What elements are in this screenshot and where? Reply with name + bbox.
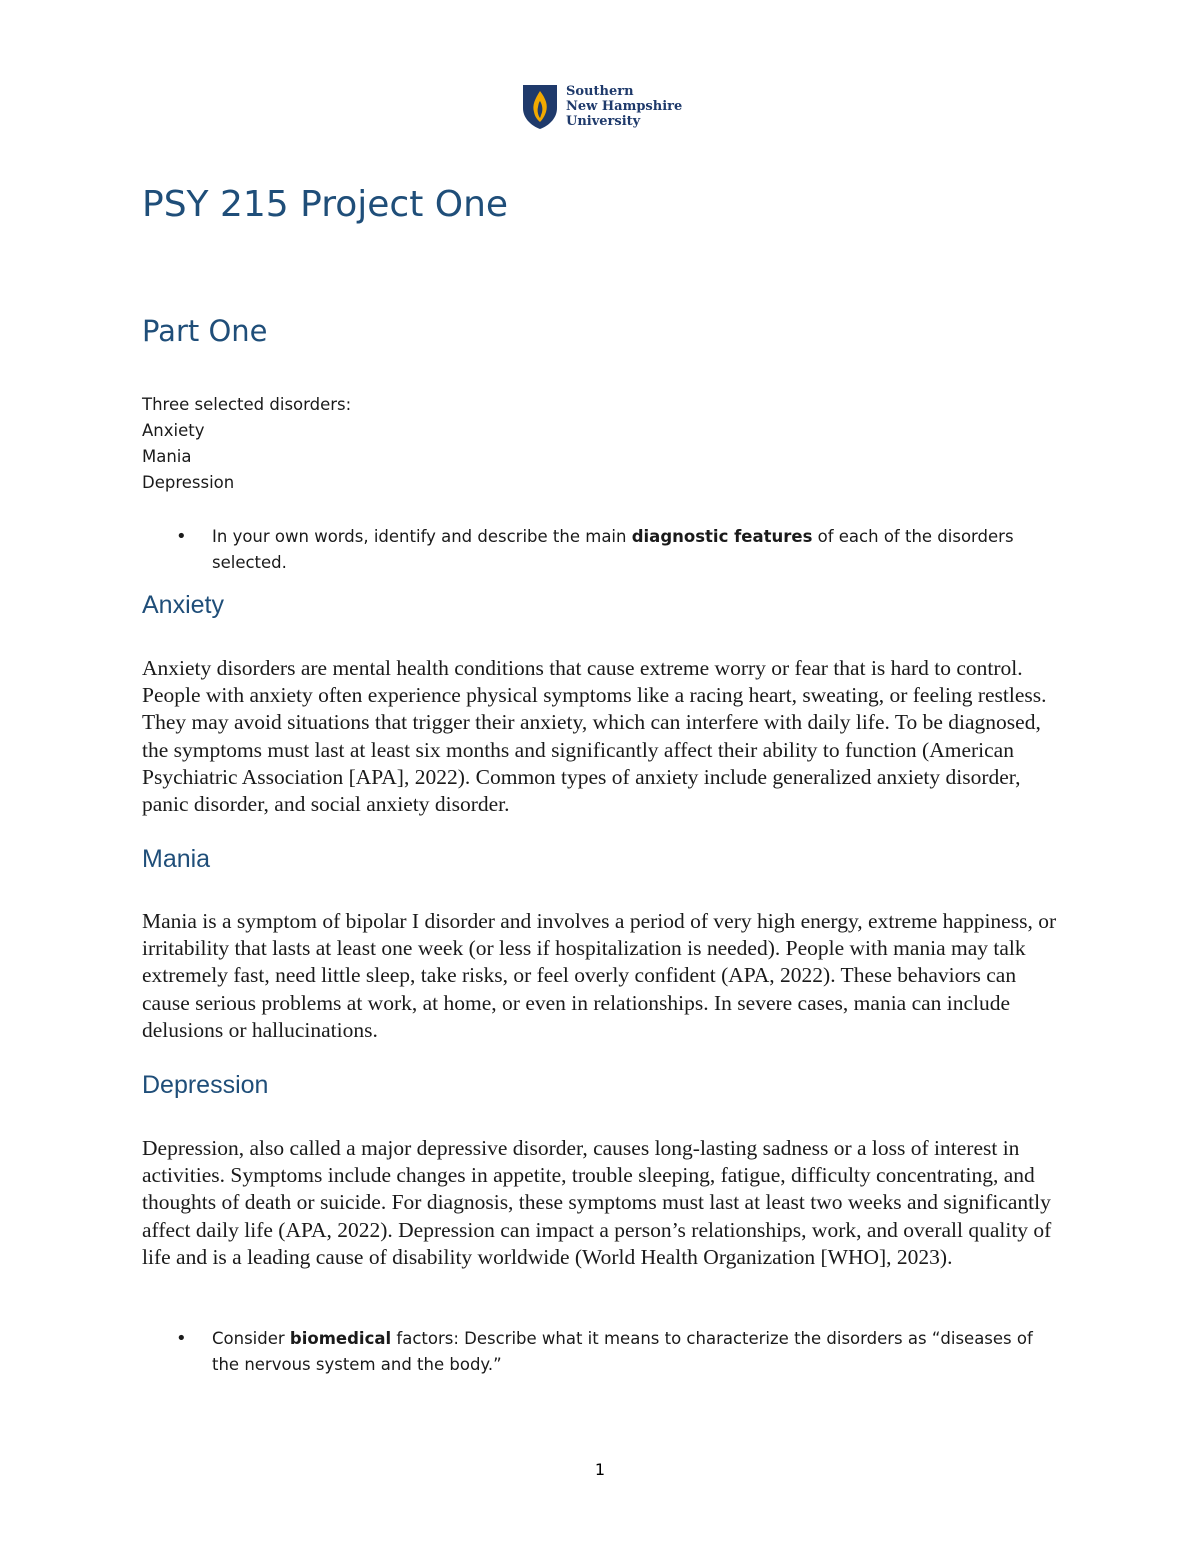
logo-line-3: University <box>566 114 641 129</box>
disorder-item: Mania <box>142 447 192 466</box>
bullet-bold-term: diagnostic features <box>631 527 813 546</box>
section-body-mania: Mania is a symptom of bipolar I disorder and involves a period of very high energy, extreme happiness, or irritability that lasts at least one week (or less if hospitalization is needed). People with mania may talk extremely fast, need little sleep, take risks, or feel overly confident (APA, 2022). These behaviors can cause serious problems at work, at home, or even in relationships. In severe cases, mania can include delusions or hallucinations. <box>142 909 1057 1042</box>
bullet-biomedical-factors <box>142 1326 1062 1378</box>
section-heading-mania: Mania <box>142 845 211 873</box>
section-heading-depression: Depression <box>142 1071 269 1099</box>
university-logo <box>522 84 682 130</box>
logo-wordmark <box>566 84 682 129</box>
section-body-anxiety: Anxiety disorders are mental health conditions that cause extreme worry or fear that is hard to control. People with anxiety often experience physical symptoms like a racing heart, sweating, or feeling restless. They may avoid situations that trigger their anxiety, which can interfere with daily life. To be diagnosed, the symptoms must last at least six months and significantly affect their ability to function (American Psychiatric Association [APA], 2022). Common types of anxiety include generalized anxiety disorder, panic disorder, and social anxiety disorder. <box>142 656 1047 817</box>
disorders-intro: Three selected disorders: <box>142 395 352 414</box>
logo-line-2: New Hampshire <box>566 99 683 114</box>
shield-flame-icon <box>522 84 558 130</box>
bullet-text: Consider biomedical factors: Describe what it means to characterize the disorders as “diseases of the nervous system and the body.” <box>212 1329 1033 1374</box>
disorder-item: Depression <box>142 473 235 492</box>
page-number: 1 <box>594 1460 606 1479</box>
disorders-list <box>142 392 351 496</box>
logo-line-1: Southern <box>566 84 634 99</box>
bullet-dot-icon: • <box>176 1328 187 1349</box>
section-body-depression: Depression, also called a major depressive disorder, causes long-lasting sadness or a loss of interest in activities. Symptoms include changes in appetite, trouble sleeping, fatigue, difficulty concentrating, and thoughts of death or suicide. For diagnosis, these symptoms must last at least two weeks and significantly affect daily life (APA, 2022). Depression can impact a person’s relationships, work, and overall quality of life and is a leading cause of disability worldwide (World Health Organization [WHO], 2023). <box>142 1136 1052 1269</box>
bullet-text: In your own words, identify and describe the main diagnostic features of each of the disorders selected. <box>212 527 1014 572</box>
page-title: PSY 215 Project One <box>142 184 509 225</box>
bullet-diagnostic-features <box>142 524 1062 576</box>
disorder-item: Anxiety <box>142 421 205 440</box>
bullet-bold-term: biomedical <box>289 1329 392 1348</box>
part-heading: Part One <box>142 314 268 348</box>
section-heading-anxiety: Anxiety <box>142 591 224 619</box>
bullet-dot-icon: • <box>176 526 187 547</box>
